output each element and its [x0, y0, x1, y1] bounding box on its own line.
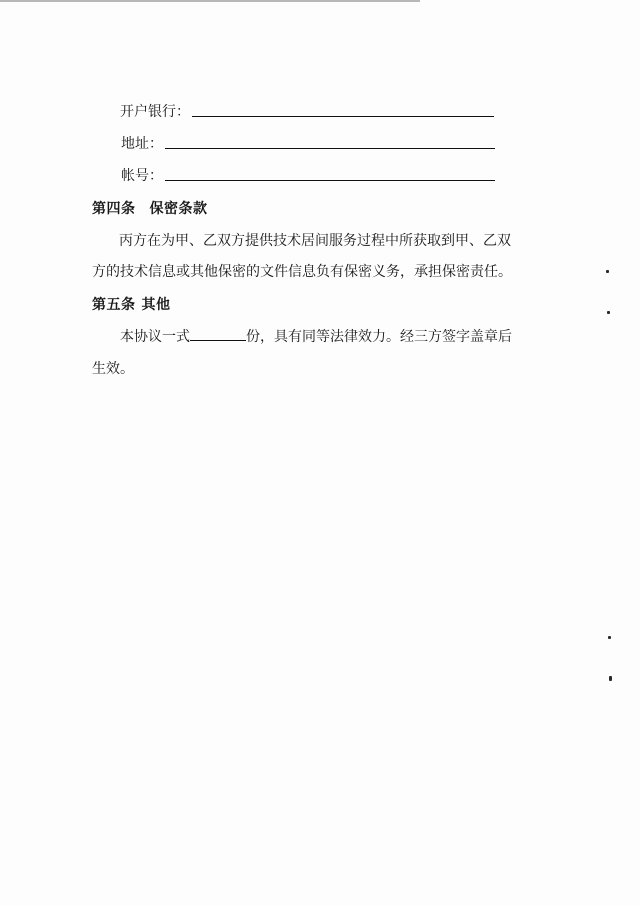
article4-line2: 方的技术信息或其他保密的文件信息负有保密义务，承担保密责任。 — [92, 264, 512, 280]
account-field — [121, 168, 495, 184]
article4-number: 第四条 — [92, 201, 136, 217]
article5-title: 其他 — [141, 297, 171, 313]
article5-heading — [92, 297, 171, 313]
article5-line1 — [120, 328, 512, 345]
article5-number: 第五条 — [92, 297, 136, 313]
bank-name-label: 开户银行： — [120, 104, 190, 120]
article5-line1-before: 本协议一式 — [120, 329, 190, 345]
address-label: 地址： — [121, 136, 163, 152]
address-underline — [165, 148, 495, 149]
account-underline — [165, 180, 495, 181]
copies-blank — [190, 328, 246, 341]
article5-line1-after: 份，具有同等法律效力。经三方签字盖章后 — [246, 329, 512, 345]
scan-speck — [609, 676, 612, 681]
scan-speck — [606, 270, 609, 273]
article4-line1: 丙方在为甲、乙双方提供技术居间服务过程中所获取到甲、乙双 — [119, 233, 511, 249]
article4-heading — [92, 201, 208, 217]
article4-title: 保密条款 — [149, 201, 208, 217]
bank-name-field — [120, 104, 494, 120]
scan-speck — [607, 311, 610, 314]
scan-speck — [608, 636, 611, 639]
article5-line2: 生效。 — [92, 361, 134, 377]
account-label: 帐号： — [121, 168, 163, 184]
scan-top-edge — [0, 0, 420, 2]
bank-name-underline — [192, 116, 494, 117]
address-field — [121, 136, 495, 152]
